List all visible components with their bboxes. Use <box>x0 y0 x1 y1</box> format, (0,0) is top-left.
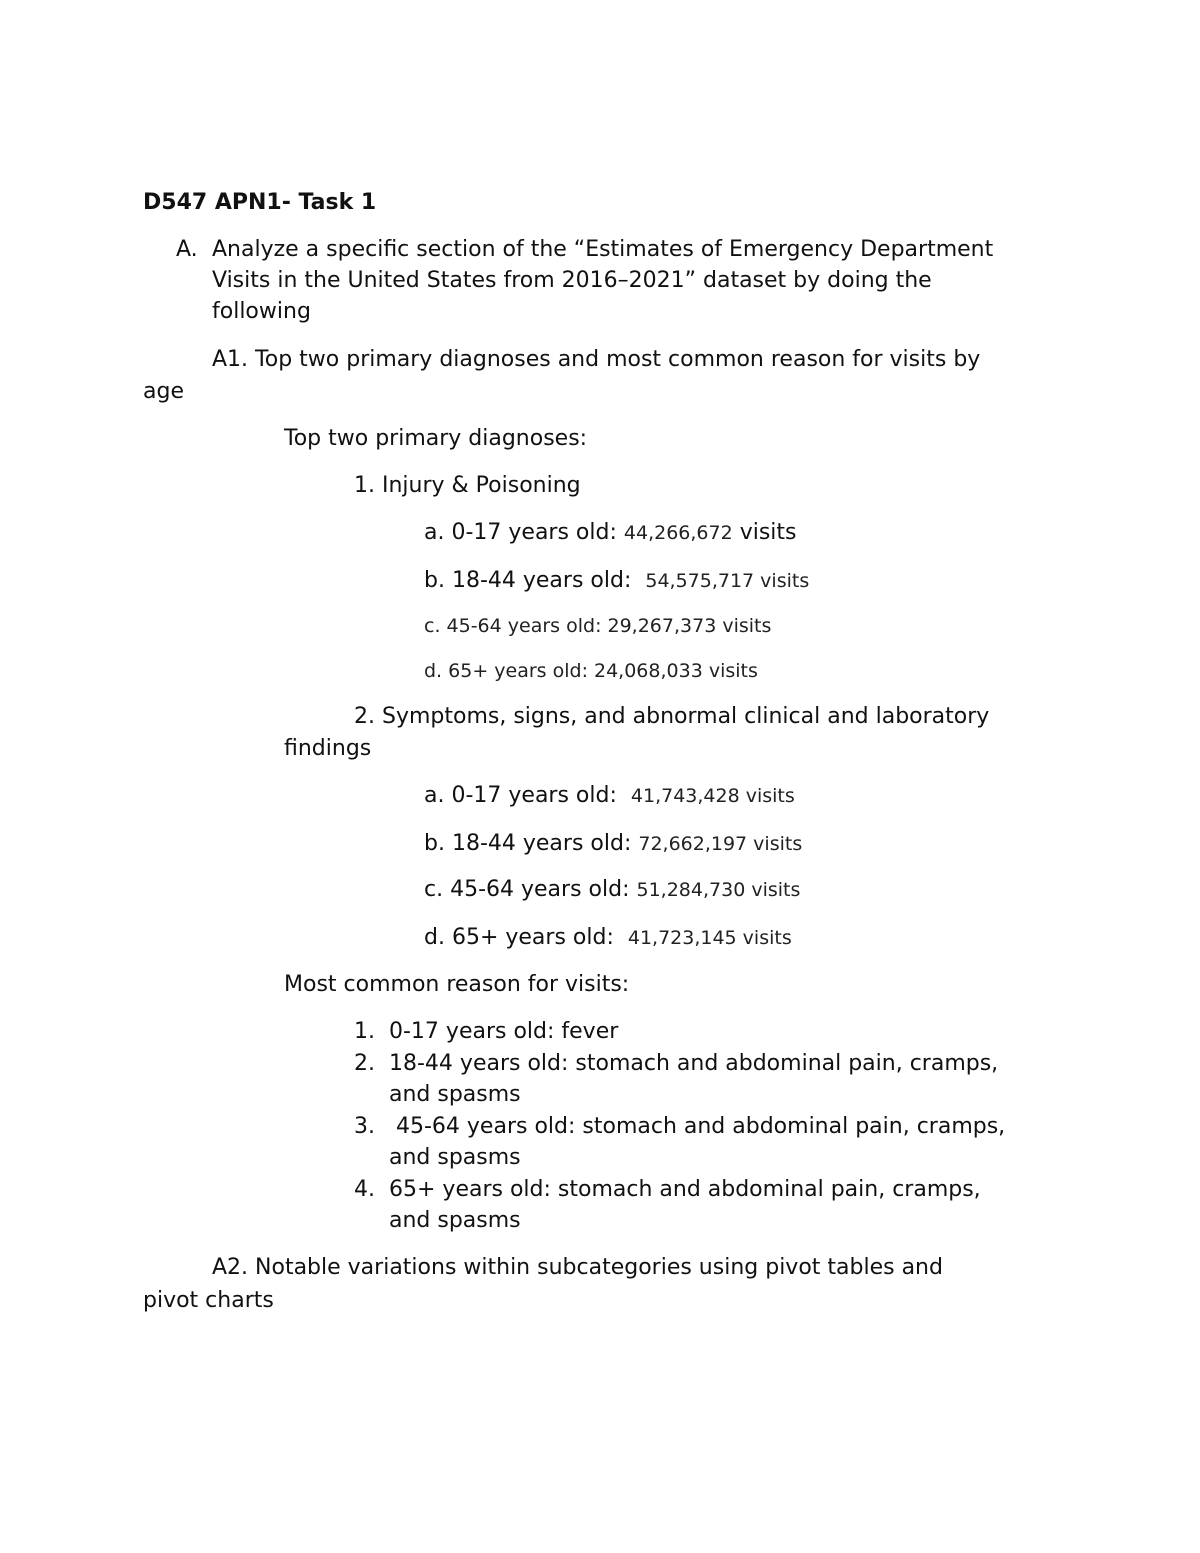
reason-text: 65+ years old: stomach and abdominal pain, cramps, <box>389 1177 981 1202</box>
diagnosis-item <box>424 922 792 954</box>
visit-count: 41,723,145 visits <box>627 927 792 949</box>
section-a-line: following <box>212 299 311 324</box>
age-label: c. 45-64 years old: <box>424 877 630 902</box>
reason-text-continued: and spasms <box>389 1145 521 1170</box>
visit-count: 72,662,197 visits <box>638 833 803 855</box>
diagnosis-item <box>424 517 796 549</box>
diagnosis-item <box>424 874 800 906</box>
reason-text-continued: and spasms <box>389 1208 521 1233</box>
diagnosis-title: 2. Symptoms, signs, and abnormal clinical and laboratory <box>354 704 990 729</box>
diagnosis-item: c. 45-64 years old: 29,267,373 visits <box>424 615 772 637</box>
reason-number: 4. <box>354 1177 375 1202</box>
visits-unit: visits <box>739 520 797 545</box>
diagnosis-item <box>424 565 809 597</box>
age-label: d. 65+ years old: <box>424 925 614 950</box>
reason-text: 45-64 years old: stomach and abdominal pain, cramps, <box>389 1114 1006 1139</box>
a1-heading-continued: age <box>143 379 184 404</box>
reason-text: 0-17 years old: fever <box>389 1019 619 1044</box>
diagnosis-item: d. 65+ years old: 24,068,033 visits <box>424 660 758 682</box>
document-title: D547 APN1- Task 1 <box>143 190 377 215</box>
section-a-line: Visits in the United States from 2016–2021” dataset by doing the <box>212 268 932 293</box>
diagnosis-item <box>424 828 802 860</box>
reason-text-continued: and spasms <box>389 1082 521 1107</box>
reason-number: 3. <box>354 1114 375 1139</box>
visit-count: 54,575,717 visits <box>645 570 810 592</box>
a2-heading-continued: pivot charts <box>143 1288 274 1313</box>
a1-heading: A1. Top two primary diagnoses and most common reason for visits by <box>212 347 981 372</box>
diagnosis-title-continued: findings <box>284 736 372 761</box>
age-label: b. 18-44 years old: <box>424 831 632 856</box>
section-a-line: Analyze a specific section of the “Estimates of Emergency Department <box>212 237 994 262</box>
top-two-diagnoses-label: Top two primary diagnoses: <box>284 426 588 451</box>
reason-text: 18-44 years old: stomach and abdominal pain, cramps, <box>389 1051 999 1076</box>
age-label: b. 18-44 years old: <box>424 568 632 593</box>
visit-count: 44,266,672 <box>623 522 733 544</box>
reason-number: 1. <box>354 1019 375 1044</box>
reason-number: 2. <box>354 1051 375 1076</box>
visit-count: 41,743,428 visits <box>630 785 795 807</box>
diagnosis-title: 1. Injury & Poisoning <box>354 473 581 498</box>
age-label: a. 0-17 years old: <box>424 783 617 808</box>
visit-count: 51,284,730 visits <box>636 879 801 901</box>
a2-heading: A2. Notable variations within subcategories using pivot tables and <box>212 1255 943 1280</box>
reasons-label: Most common reason for visits: <box>284 972 630 997</box>
section-a-marker: A. <box>176 237 198 262</box>
age-label: a. 0-17 years old: <box>424 520 617 545</box>
diagnosis-item <box>424 780 795 812</box>
